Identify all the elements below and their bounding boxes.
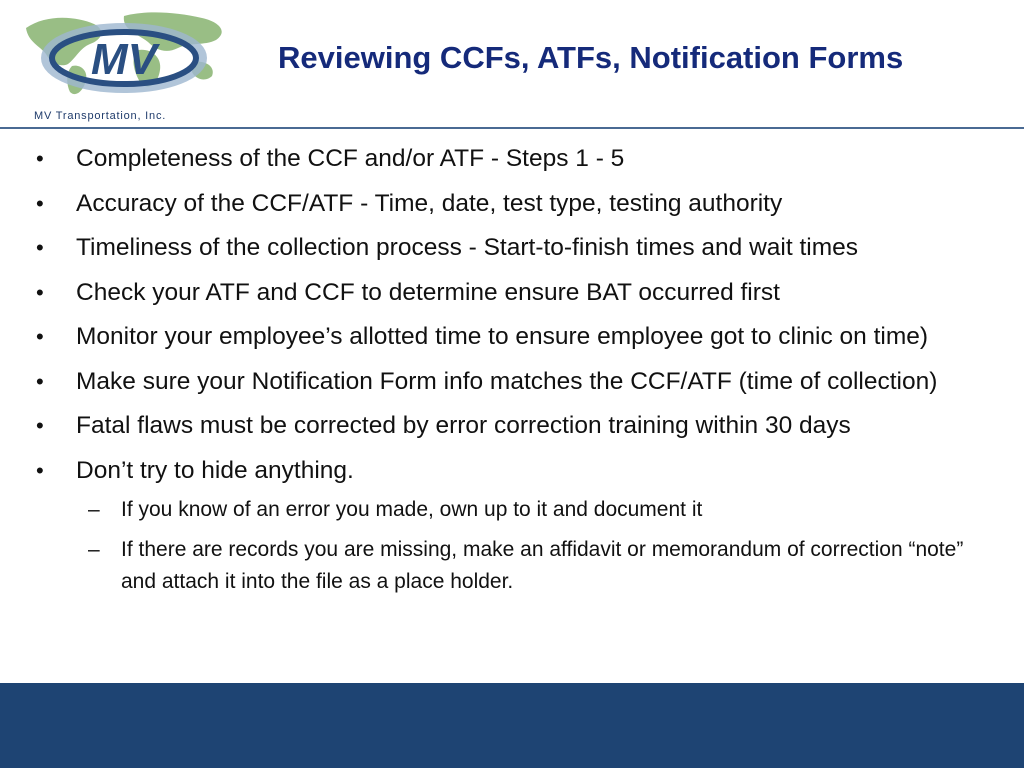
- bullet-text: Check your ATF and CCF to determine ensure BAT occurred first: [76, 278, 780, 306]
- bullet-icon: •: [36, 324, 44, 349]
- bullet-item: [0, 187, 1020, 221]
- dash-icon: –: [88, 537, 100, 561]
- bullet-icon: •: [36, 146, 44, 171]
- bullet-item: [0, 142, 1020, 176]
- world-map-globe-icon: [6, 6, 246, 106]
- footer-band: [0, 683, 1024, 768]
- bullet-text: Don’t try to hide anything.: [76, 456, 354, 484]
- bullet-text: Monitor your employee’s allotted time to ensure employee got to clinic on time): [76, 323, 929, 350]
- header-divider: [0, 127, 1024, 129]
- sub-bullet-group: [0, 494, 1020, 598]
- logo-caption: MV Transportation, Inc.: [34, 110, 167, 122]
- bullet-text: Completeness of the CCF and/or ATF - Steps 1 - 5: [76, 145, 625, 172]
- bullet-text: Accuracy of the CCF/ATF - Time, date, test type, testing authority: [76, 189, 783, 217]
- sub-bullet-item: [0, 494, 1020, 526]
- bullet-item: [0, 320, 1020, 354]
- bullet-icon: •: [36, 457, 44, 483]
- slide-title: Reviewing CCFs, ATFs, Notification Forms: [278, 40, 904, 75]
- bullet-item: [0, 409, 1020, 443]
- bullet-icon: •: [36, 413, 44, 438]
- sub-bullet-list: [0, 494, 1020, 598]
- bullet-icon: •: [36, 235, 44, 260]
- logo-monogram: MV: [91, 35, 157, 84]
- bullet-item: [0, 365, 1020, 399]
- bullet-text: Timeliness of the collection process - Start-to-finish times and wait times: [76, 234, 859, 261]
- bullet-item: [0, 454, 1020, 488]
- bullet-item: [0, 276, 1020, 310]
- dash-icon: –: [88, 497, 100, 521]
- bullet-icon: •: [36, 190, 44, 216]
- sub-bullet-text: If there are records you are missing, make an affidavit or memorandum of correction “note” and attach it into the file as a place holder.: [121, 537, 964, 593]
- bullet-item: [0, 231, 1020, 265]
- bullet-list: [0, 142, 1020, 606]
- bullet-text: Make sure your Notification Form info matches the CCF/ATF (time of collection): [76, 367, 938, 395]
- bullet-text: Fatal flaws must be corrected by error correction training within 30 days: [76, 412, 851, 439]
- bullet-icon: •: [36, 368, 44, 394]
- sub-bullet-item: [0, 534, 1020, 598]
- company-logo: [6, 6, 246, 124]
- sub-bullet-text: If you know of an error you made, own up to it and document it: [121, 497, 703, 521]
- bullet-icon: •: [36, 279, 44, 305]
